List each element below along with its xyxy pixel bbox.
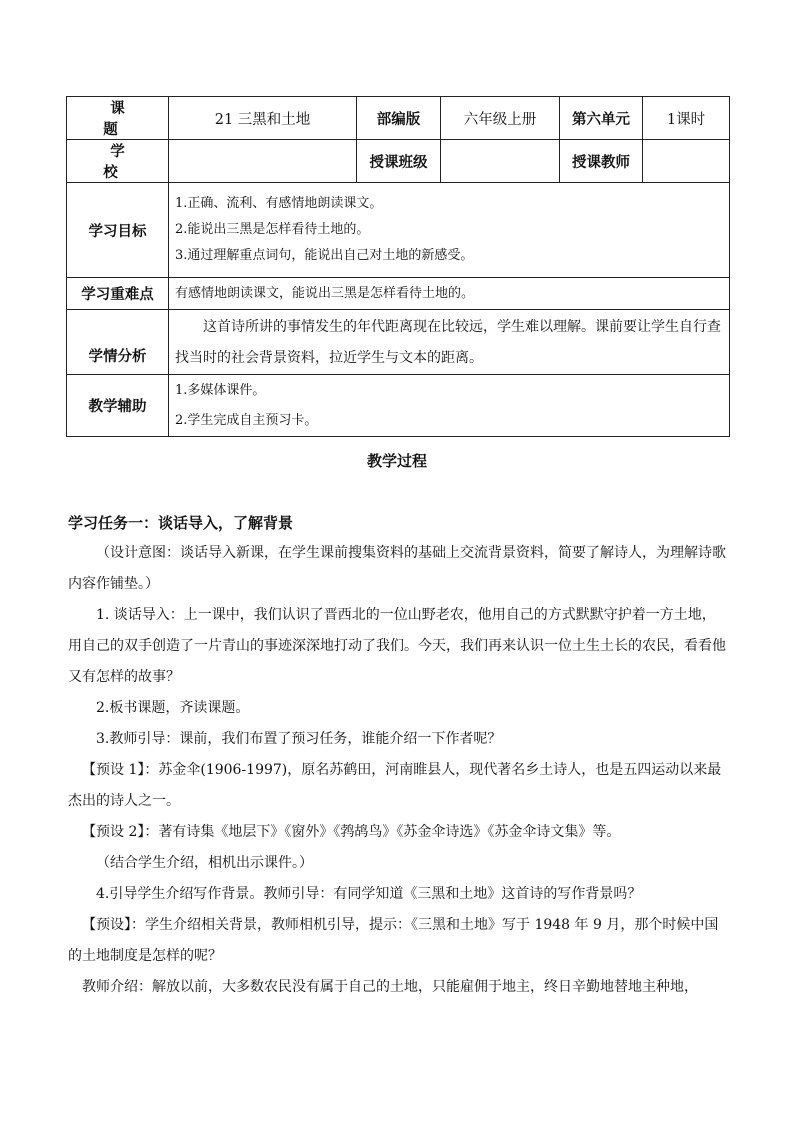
goal-item: 3.通过理解重点词句，能说出自己对土地的新感受。 <box>175 248 474 263</box>
course-title: 21 三黑和土地 <box>169 97 357 140</box>
key-content: 有感情地朗读课文，能说出三黑是怎样看待土地的。 <box>169 278 730 310</box>
task-title: 学习任务一：谈话导入，了解背景 <box>68 514 294 532</box>
paragraph: （设计意图：谈话导入新课，在学生课前搜集资料的基础上交流背景资料，简要了解诗人，为理解诗歌内容作铺垫。） <box>68 545 726 592</box>
class-value <box>441 140 560 183</box>
paragraph: 1. 谈话导入：上一课中，我们认识了晋西北的一位山野老农，他用自己的方式默默守护着一方土地，用自己的双手创造了一片青山的事迹深深地打动了我们。今天，我们再来认识一位土生土长的农民，看看他又有怎样的故事？ <box>68 607 726 685</box>
row-aids <box>67 375 730 437</box>
paragraph: （结合学生介绍，相机出示课件。） <box>96 855 313 871</box>
goal-item: 1.正确、流利、有感情地朗读课文。 <box>175 196 383 211</box>
paragraph: 【预设 2】：著有诗集《地层下》《窗外》《鹁鸪鸟》《苏金伞诗选》《苏金伞诗文集》等。 <box>82 824 621 840</box>
row-school <box>67 140 730 183</box>
aid-item: 1.多媒体课件。 <box>175 382 266 398</box>
row-analysis <box>67 310 730 375</box>
goal-item: 2.能说出三黑是怎样看待土地的。 <box>175 222 370 237</box>
process-body <box>68 510 728 1003</box>
paragraph: 教师介绍：解放以前，大多数农民没有属于自己的土地，只能雇佣于地主，终日辛勤地替地主种地， <box>82 979 698 995</box>
paragraph: 【预设】：学生介绍相关背景，教师相机引导，提示：《三黑和土地》写于 1948 年 9 月，那个时候中国的土地制度是怎样的呢？ <box>68 917 719 964</box>
label-teacher: 授课教师 <box>560 140 643 183</box>
label-aids: 教学辅助 <box>67 375 169 437</box>
label-key: 学习重难点 <box>67 278 169 310</box>
row-goals <box>67 183 730 278</box>
school-value <box>169 140 357 183</box>
paragraph: 【预设 1】：苏金伞(1906-1997)，原名苏鹤田，河南睢县人，现代著名乡土诗人，也是五四运动以来最杰出的诗人之一。 <box>68 762 722 809</box>
label-class: 授课班级 <box>357 140 441 183</box>
row-key <box>67 278 730 310</box>
hours: 1课时 <box>643 97 730 140</box>
row-course <box>67 97 730 140</box>
aid-item: 2.学生完成自主预习卡。 <box>175 412 318 428</box>
label-goals: 学习目标 <box>67 183 169 278</box>
unit: 第六单元 <box>560 97 643 140</box>
analysis-content: 这首诗所讲的事情发生的年代距离现在比较远，学生难以理解。课前要让学生自行查找当时的社会背景资料，拉近学生与文本的距离。 <box>169 310 730 375</box>
teacher-value <box>643 140 730 183</box>
label-analysis: 学情分析 <box>67 310 169 375</box>
paragraph: 4.引导学生介绍写作背景。教师引导：有同学知道《三黑和土地》这首诗的写作背景吗？ <box>96 886 642 902</box>
label-course: 课 题 <box>67 97 169 140</box>
label-school: 学 校 <box>67 140 169 183</box>
grade: 六年级上册 <box>441 97 560 140</box>
paragraph: 2.板书课题，齐读课题。 <box>96 700 250 716</box>
lesson-info-table <box>66 96 730 437</box>
edition: 部编版 <box>357 97 441 140</box>
paragraph: 3.教师引导：课前，我们布置了预习任务，谁能介绍一下作者呢？ <box>96 731 502 747</box>
goals-content <box>169 183 730 278</box>
aids-content <box>169 375 730 437</box>
process-title: 教学过程 <box>366 452 427 470</box>
